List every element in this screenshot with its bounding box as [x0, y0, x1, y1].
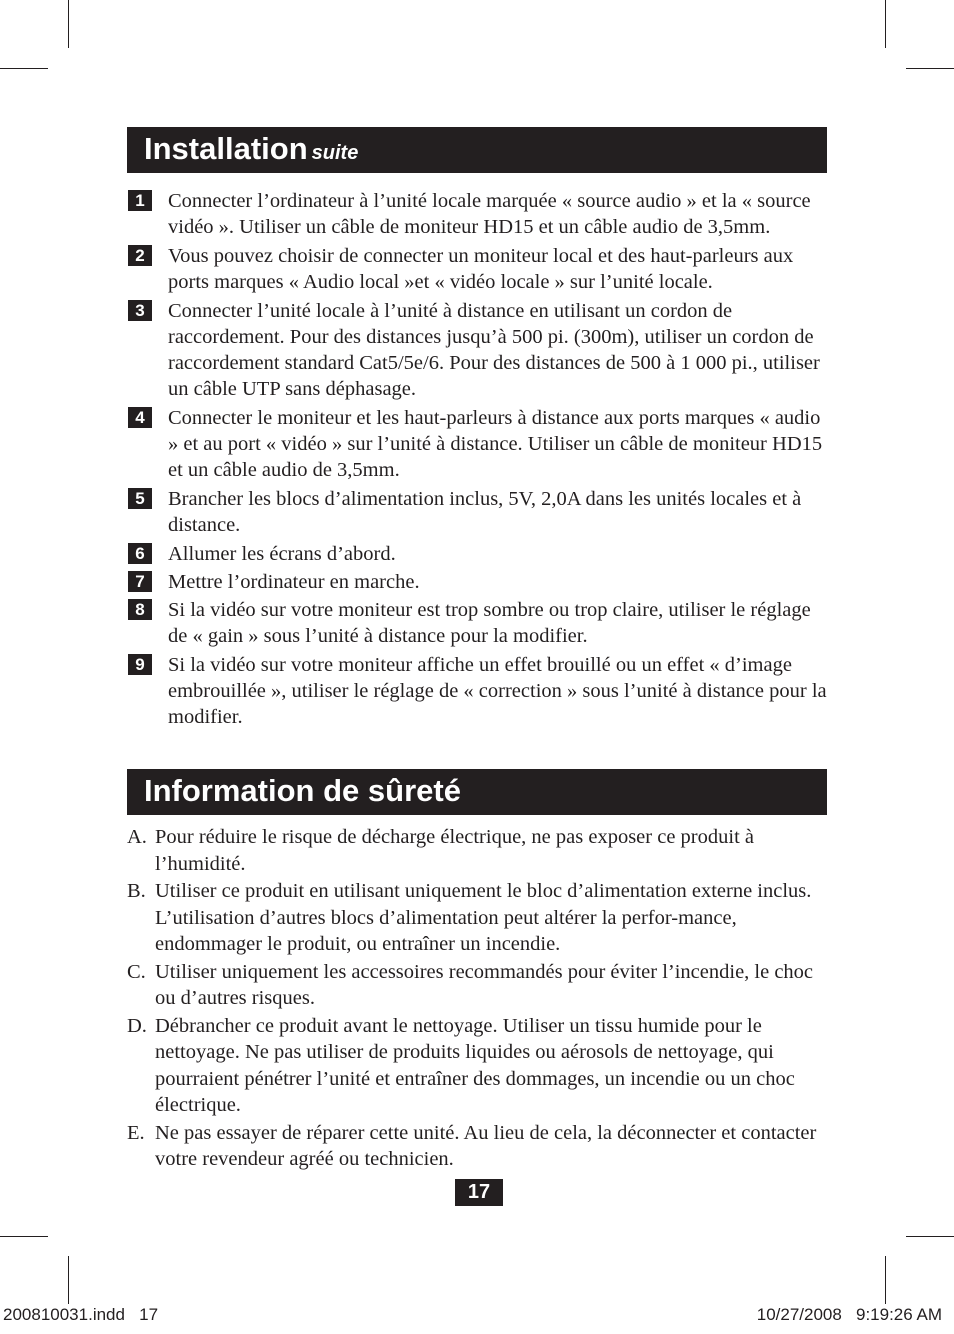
footer-file-info: 200810031.indd 17: [3, 1305, 159, 1324]
item-letter: D.: [127, 1014, 147, 1037]
step-3: [127, 298, 832, 402]
step-text: Si la vidéo sur votre moniteur affiche un effet brouillé ou un effet « d’image embrouillée », utiliser le réglage de « correction » sous l’unité à distance pour la modifier.: [168, 654, 827, 728]
installation-header: [127, 127, 827, 173]
step-2: [127, 243, 832, 295]
step-text: Connecter le moniteur et les haut-parleurs à distance aux ports marques « audio » et au port « vidéo » sur l’unité à distance. Utiliser un câble de moniteur HD15 et un câble audio de 3,5mm.: [168, 407, 823, 481]
step-1: [127, 188, 832, 240]
step-number-badge: 1: [128, 190, 152, 211]
step-4: [127, 405, 832, 483]
safety-title: Information de sûreté: [144, 773, 461, 808]
crop-mark: [885, 1256, 886, 1304]
safety-item-b: [127, 878, 832, 958]
step-8: [127, 597, 832, 649]
safety-list: [127, 824, 832, 1174]
installation-steps: [127, 188, 832, 733]
step-text: Brancher les blocs d’alimentation inclus, 5V, 2,0A dans les unités locales et à distance.: [168, 488, 802, 536]
safety-item-e: [127, 1120, 832, 1173]
step-number-badge: 5: [128, 488, 152, 509]
item-letter: C.: [127, 960, 146, 983]
installation-title: Installation: [144, 131, 308, 166]
step-text: Connecter l’unité locale à l’unité à distance en utilisant un cordon de raccordement. Pour des distances jusqu’à 500 pi. (300m), utiliser un cordon de raccordement standard Cat5/5e/6. Pour des distances de 500 à 1 000 pi., utiliser un câble UTP sans déphasage.: [168, 300, 820, 400]
page-number: 17: [455, 1179, 503, 1206]
crop-mark: [68, 1256, 69, 1304]
item-letter: B.: [127, 880, 146, 902]
safety-header: [127, 769, 827, 815]
crop-mark: [885, 0, 886, 48]
step-5: [127, 486, 832, 538]
step-text: Si la vidéo sur votre moniteur est trop sombre ou trop claire, utiliser le réglage de « gain » sous l’unité à distance pour la modifier.: [168, 599, 811, 647]
crop-mark: [906, 1236, 954, 1237]
item-text: Pour réduire le risque de décharge électrique, ne pas exposer ce produit à l’humidité.: [155, 826, 754, 875]
step-text: Vous pouvez choisir de connecter un moniteur local et des haut-parleurs aux ports marques « Audio local »et « vidéo locale » sur l’unité locale.: [168, 245, 794, 293]
crop-mark: [0, 68, 48, 69]
step-number-badge: 3: [128, 300, 152, 321]
step-number-badge: 9: [128, 654, 152, 675]
crop-mark: [906, 68, 954, 69]
item-letter: A.: [127, 826, 147, 848]
safety-item-a: [127, 824, 832, 877]
safety-item-c: [127, 959, 832, 1012]
crop-mark: [0, 1236, 48, 1237]
safety-item-d: [127, 1013, 832, 1119]
item-text: Utiliser uniquement les accessoires recommandés pour éviter l’incendie, le choc ou d’autres risques.: [155, 960, 814, 1009]
step-number-badge: 2: [128, 245, 152, 266]
step-7: [127, 569, 832, 595]
item-text: Ne pas essayer de réparer cette unité. Au lieu de cela, la déconnecter et contacter votre revendeur agréé ou technicien.: [155, 1121, 817, 1170]
step-6: [127, 541, 832, 567]
footer-timestamp: 10/27/2008 9:19:26 AM: [756, 1305, 942, 1324]
installation-subtitle: suite: [311, 142, 359, 164]
step-text: Mettre l’ordinateur en marche.: [168, 571, 420, 593]
item-letter: E.: [127, 1121, 145, 1144]
step-text: Allumer les écrans d’abord.: [168, 543, 396, 565]
crop-mark: [68, 0, 69, 48]
step-text: Connecter l’ordinateur à l’unité locale marquée « source audio » et la « source vidéo ». Utiliser un câble de moniteur HD15 et un câble audio de 3,5mm.: [168, 190, 811, 238]
step-number-badge: 8: [128, 599, 152, 620]
item-text: Débrancher ce produit avant le nettoyage. Utiliser un tissu humide pour le nettoyage. Ne pas utiliser de produits liquides ou aérosols de nettoyage, qui pourraient pénétrer l’unité et entraîner des dommages, un incendie ou un choc électrique.: [155, 1014, 795, 1116]
item-text: Utiliser ce produit en utilisant uniquement le bloc d’alimentation externe inclus. L’utilisation d’autres blocs d’alimentation peut altérer la perfor-mance, endommager le produit, ou entraîner un incendie.: [155, 880, 812, 955]
step-9: [127, 652, 832, 730]
step-number-badge: 4: [128, 407, 152, 428]
step-number-badge: 7: [128, 571, 152, 592]
step-number-badge: 6: [128, 543, 152, 564]
